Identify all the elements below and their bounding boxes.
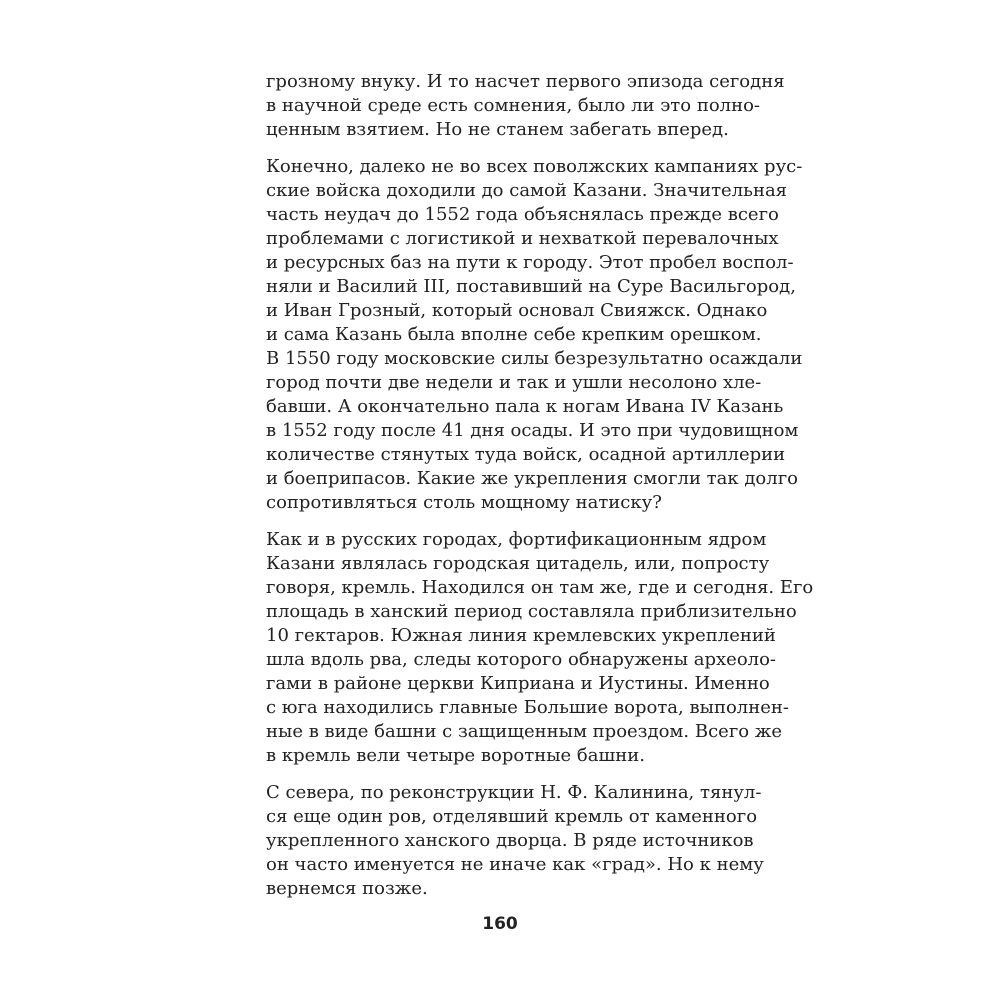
text-line: 10 гектаров. Южная линия кремлевских укреплений	[266, 625, 776, 646]
paragraph	[266, 528, 814, 768]
text-line: часть неудач до 1552 года объяснялась прежде всего	[266, 204, 779, 225]
text-line: в кремль вели четыре воротные башни.	[266, 745, 645, 766]
paragraph-gap	[266, 142, 732, 155]
paragraph-gap	[266, 515, 732, 528]
text-line: Казани являлась городская цитадель, или, попросту	[266, 553, 770, 574]
paragraph	[266, 781, 764, 901]
text-line: гами в районе церкви Киприана и Иустины. Именно	[266, 673, 770, 694]
text-line: и ресурсных баз на пути к городу. Этот пробел воспол-	[266, 252, 794, 273]
text-line: вернемся позже.	[266, 878, 428, 899]
text-line: говоря, кремль. Находился он там же, где и сегодня. Его	[266, 577, 814, 598]
text-line: город почти две недели и так и ушли несолоно хле-	[266, 372, 762, 393]
text-line: с юга находились главные Большие ворота, выполнен-	[266, 697, 789, 718]
text-line: ные в виде башни с защищенным проездом. Всего же	[266, 721, 783, 742]
paragraph	[266, 155, 803, 515]
page-number: 160	[482, 914, 518, 934]
text-line: и сама Казань была вполне себе крепким орешком.	[266, 324, 762, 345]
text-line: и боеприпасов. Какие же укрепления смогли так долго	[266, 468, 798, 489]
paragraph-gap	[266, 768, 732, 781]
text-line: количестве стянутых туда войск, осадной артиллерии	[266, 444, 786, 465]
text-line: Конечно, далеко не во всех поволжских кампаниях рус-	[266, 156, 803, 177]
text-line: проблемами с логистикой и нехваткой перевалочных	[266, 228, 779, 249]
text-line: в научной среде есть сомнения, было ли это полно-	[266, 95, 761, 116]
text-line: сопротивляться столь мощному натиску?	[266, 492, 662, 513]
text-line: грозному внуку. И то насчет первого эпизода сегодня	[266, 71, 785, 92]
text-line: ские войска доходили до самой Казани. Значительная	[266, 180, 788, 201]
text-line: площадь в ханский период составляла приблизительно	[266, 601, 797, 622]
text-line: няли и Василий III, поставивший на Суре Васильгород,	[266, 276, 796, 297]
paragraph	[266, 70, 785, 142]
text-line: ся еще один ров, отделявший кремль от каменного	[266, 806, 758, 827]
text-line: В 1550 году московские силы безрезультатно осаждали	[266, 348, 803, 369]
text-line: Как и в русских городах, фортификационным ядром	[266, 529, 767, 550]
text-line: ценным взятием. Но не станем забегать вперед.	[266, 119, 729, 140]
text-line: и Иван Грозный, который основал Свияжск. Однако	[266, 300, 768, 321]
text-line: укрепленного ханского дворца. В ряде источников	[266, 830, 754, 851]
text-line: в 1552 году после 41 дня осады. И это при чудовищном	[266, 420, 799, 441]
text-line: С севера, по реконструкции Н. Ф. Калинина, тянул-	[266, 782, 762, 803]
body-text	[266, 70, 814, 901]
text-line: бавши. А окончательно пала к ногам Ивана IV Казань	[266, 396, 784, 417]
text-line: он часто именуется не иначе как «град». Но к нему	[266, 854, 764, 875]
text-line: шла вдоль рва, следы которого обнаружены археоло-	[266, 649, 777, 670]
